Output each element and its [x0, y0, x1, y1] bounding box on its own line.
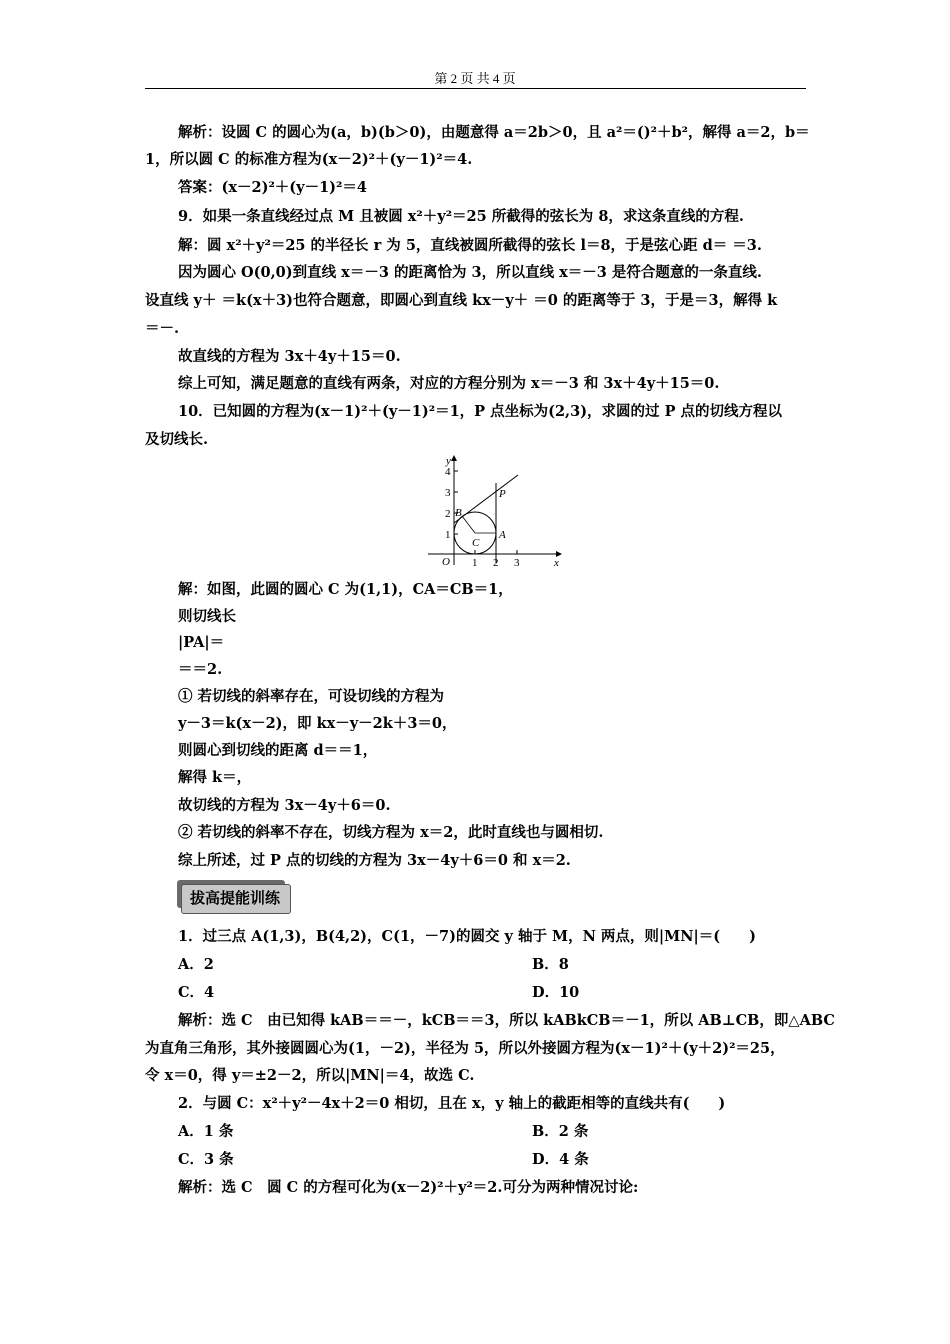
text-line: 则切线长: [178, 608, 236, 625]
text-line: 故切线的方程为 3x－4y＋6＝0.: [178, 797, 391, 814]
option-b: B．8: [532, 956, 569, 973]
x-tick-label: 2: [493, 557, 499, 569]
point-c-label: C: [472, 537, 480, 549]
text-line: 令 x＝0，得 y＝±2－2，所以|MN|＝4，故选 C.: [145, 1067, 475, 1084]
y-axis-label: y: [446, 455, 451, 467]
text-line: ② 若切线的斜率不存在，切线方程为 x＝2，此时直线也与圆相切.: [178, 824, 604, 841]
point-a-label: A: [499, 529, 506, 541]
text-line: 因为圆心 O(0,0)到直线 x＝－3 的距离恰为 3，所以直线 x＝－3 是符合题意的一条直线.: [178, 264, 762, 281]
point-p-label: P: [499, 488, 506, 500]
text-line: ＝＝2.: [178, 661, 223, 678]
text-line: 综上可知，满足题意的直线有两条，对应的方程分别为 x＝－3 和 3x＋4y＋15＝0.: [178, 375, 720, 392]
x-axis-label: x: [554, 557, 559, 569]
option-d: D．4 条: [532, 1151, 589, 1168]
option-d: D．10: [532, 984, 580, 1001]
page-header: 第 2 页 共 4 页: [434, 71, 516, 86]
text-line: 及切线长.: [145, 431, 209, 448]
radius-cb: [462, 516, 475, 533]
tangent-line-slanted: [454, 475, 518, 523]
text-line: |PA|＝: [178, 634, 225, 651]
y-tick-label: 4: [445, 466, 451, 478]
text-line: ① 若切线的斜率存在，可设切线的方程为: [178, 688, 445, 705]
option-c: C．4: [178, 984, 215, 1001]
text-line: 解得 k＝，: [178, 769, 252, 786]
x-tick-label: 1: [472, 557, 478, 569]
y-tick-label: 3: [445, 487, 451, 499]
question-1: 1．过三点 A(1,3)，B(4,2)，C(1，－7)的圆交 y 轴于 M，N 两点，则|MN|＝( ): [178, 928, 756, 945]
y-tick-label: 2: [445, 508, 451, 520]
text-line: 解析：选 C 圆 C 的方程可化为(x－2)²＋y²＝2.可分为两种情况讨论:: [178, 1179, 639, 1196]
origin-label: O: [442, 556, 450, 568]
text-line: 综上所述，过 P 点的切线的方程为 3x－4y＋6＝0 和 x＝2.: [178, 852, 571, 869]
option-a: A．1 条: [178, 1123, 234, 1140]
x-tick-label: 3: [514, 557, 520, 569]
text-line: ＝－.: [145, 320, 180, 337]
text-line: 为直角三角形，其外接圆圆心为(1，－2)，半径为 5，所以外接圆方程为(x－1)²＋(y＋2)²＝25，: [145, 1040, 785, 1057]
section-badge: [177, 880, 291, 914]
text-line: 则圆心到切线的距离 d＝＝1，: [178, 742, 378, 759]
text-line: 解：如图，此圆的圆心 C 为(1,1)，CA＝CB＝1，: [178, 581, 513, 598]
y-tick-label: 1: [445, 529, 451, 541]
text-line: 设直线 y＋ ＝k(x＋3)也符合题意，即圆心到直线 kx－y＋ ＝0 的距离等于 3，于是＝3，解得 k: [145, 292, 778, 309]
option-b: B．2 条: [532, 1123, 589, 1140]
text-line: 解：圆 x²＋y²＝25 的半径长 r 为 5，直线被圆所截得的弦长 l＝8，于是弦心距 d＝ ＝3.: [178, 237, 762, 254]
text-line: 故直线的方程为 3x＋4y＋15＝0.: [178, 348, 401, 365]
option-c: C．3 条: [178, 1151, 234, 1168]
question-9: 9．如果一条直线经过点 M 且被圆 x²＋y²＝25 所截得的弦长为 8，求这条直线的方程.: [178, 208, 744, 225]
header-rule: [145, 88, 806, 89]
text-line: 解析：选 C 由已知得 kAB＝＝－，kCB＝＝3，所以 kABkCB＝－1，所以 AB⊥CB，即△ABC: [178, 1012, 835, 1029]
y-axis-arrow: [451, 455, 457, 461]
question-10: 10．已知圆的方程为(x－1)²＋(y－1)²＝1，P 点坐标为(2,3)，求圆的过 P 点的切线方程以: [178, 403, 783, 420]
text-line: 答案：(x－2)²＋(y－1)²＝4: [178, 179, 367, 196]
question-2: 2．与圆 C：x²＋y²－4x＋2＝0 相切，且在 x，y 轴上的截距相等的直线共有( ): [178, 1095, 726, 1112]
circle-tangent-figure: [424, 453, 564, 571]
text-line: 解析：设圆 C 的圆心为(a，b)(b＞0)，由题意得 a＝2b＞0，且 a²＝()²＋b²，解得 a＝2，b＝: [178, 124, 810, 141]
point-b-label: B: [455, 507, 462, 519]
badge-label: 拔高提能训练: [189, 889, 280, 907]
text-line: y－3＝k(x－2)，即 kx－y－2k＋3＝0，: [178, 715, 457, 732]
text-line: 1，所以圆 C 的标准方程为(x－2)²＋(y－1)²＝4.: [145, 151, 473, 168]
option-a: A．2: [178, 956, 214, 973]
